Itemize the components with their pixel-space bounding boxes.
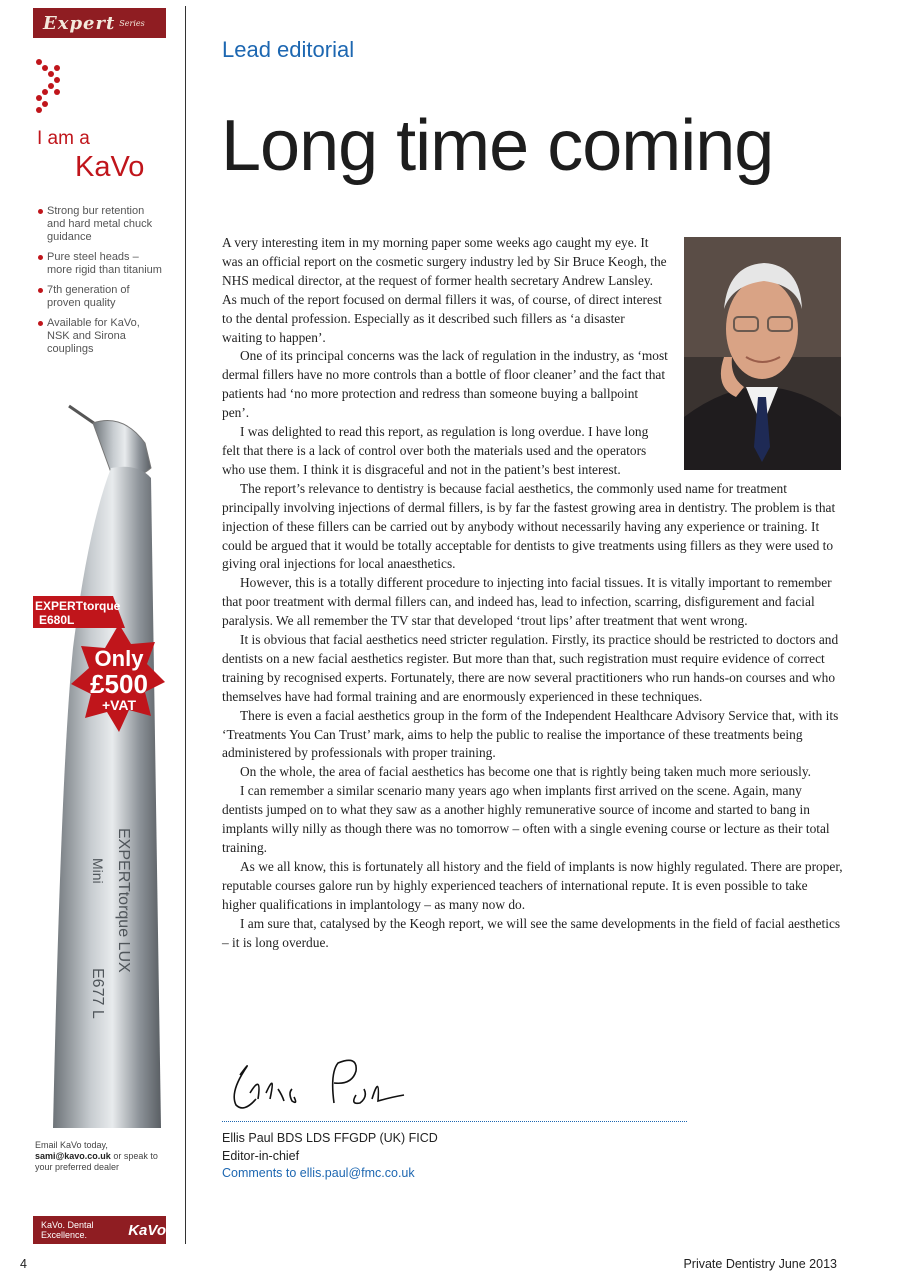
offer-product-line-2: E680L <box>39 613 75 627</box>
body-paragraph: I was delighted to read this report, as regulation is long overdue. I have long felt that there is a lack of control over both the materials used and the operators who use them. I think it is disgraceful and not in the patient’s best interest. <box>222 424 649 477</box>
page-number: 4 <box>20 1257 27 1271</box>
kavo-advertisement[interactable] <box>33 8 166 1244</box>
ad-series-title: Expert <box>43 12 116 34</box>
offer-price: £500 <box>90 669 148 699</box>
handpiece-text: EXPERTtorque LUX <box>115 828 132 973</box>
ad-series-banner <box>33 8 166 38</box>
ad-feature-list <box>37 205 165 363</box>
author-role: Editor-in-chief <box>222 1148 300 1163</box>
column-divider <box>185 6 186 1244</box>
ad-email-link[interactable]: sami@kavo.co.uk <box>35 1151 111 1161</box>
offer-product-line-1: EXPERTtorque <box>35 599 121 613</box>
ad-tagline-iam: I am a <box>37 128 90 149</box>
body-paragraph: However, this is a totally different procedure to injecting into facial tissues. It is vitally important to remember that poor treatment with dermal fillers can, and indeed has, lead to infection, scarring, disfigurement and facial paralysis. We all remember the TV star that developed ‘trout lips’ after treatment that went wrong. <box>222 575 832 629</box>
offer-only: Only <box>94 646 144 671</box>
body-paragraph: It is obvious that facial aesthetics need stricter regulation. Firstly, its practice should be restricted to doctors and dentists on a new facial aesthetics register. But more than that, such registration must require evidence of correct training by recognised experts. Fortunately, there are now several practitioners who run hands-on courses and who themselves have had formal training and are enormously experienced in these techniques. <box>222 632 839 704</box>
handpiece-model: E677 L <box>89 968 106 1019</box>
body-paragraph: I am sure that, catalysed by the Keogh report, we will see the same developments in the field of facial aesthetics – it is long overdue. <box>222 915 841 950</box>
ad-tagline-kavo: KaVo <box>75 151 145 183</box>
price-offer-badge <box>33 592 166 762</box>
body-paragraph: As we all know, this is fortunately all history and the field of implants is now highly regulated. There are proper, reputable courses galore run by highly experienced teachers of international repute. It is even possible to take higher qualifications in implantology – as many now do. <box>222 858 843 912</box>
body-paragraph: There is even a facial aesthetics group in the form of the Independent Healthcare Advisory Service that, with its ‘Treatments You Can Trust’ mark, aims to help the public to realise the importance of these treatments being administered by professionals with proper training. <box>222 707 839 761</box>
author-name: Ellis Paul BDS LDS FFGDP (UK) FICD <box>222 1131 438 1145</box>
offer-vat: +VAT <box>101 697 137 713</box>
author-block <box>222 1130 438 1183</box>
ad-cta-line-2: or speak to your preferred dealer <box>35 1151 158 1172</box>
body-paragraph: I can remember a similar scenario many years ago when implants first arrived on the scene. Again, many dentists jumped on to what they saw as a another highly remunerative source of income and started to bang in implants willy nilly as though there was no tomorrow – often with a single evening course or lecture as their total training. <box>222 783 830 855</box>
ad-cta-line: Email KaVo today, <box>35 1140 108 1150</box>
publication-footer: Private Dentistry June 2013 <box>683 1257 837 1271</box>
page-headline: Long time coming <box>221 106 774 186</box>
body-paragraph: A very interesting item in my morning paper some weeks ago caught my eye. It was an official report on the cosmetic surgery industry led by Sir Bruce Keogh, the NHS medical director, at the request of former health secretary Andrew Lansley. As much of the report focused on dermal fillers it was, of course, of direct interest to the dental profession. Especially as it described such fillers as ‘a disaster waiting to happen’. <box>222 235 667 345</box>
kavo-logo-icon: KaVo <box>128 1221 166 1239</box>
editorial-body <box>222 234 843 952</box>
author-signature <box>222 1053 422 1118</box>
signature-divider <box>222 1121 687 1122</box>
ad-footer-text: KaVo. Dental Excellence. <box>41 1220 94 1240</box>
kavo-dots-logo-icon <box>35 58 65 118</box>
ad-feature-item: Strong bur retention and hard metal chuck guidance <box>37 205 165 244</box>
ad-footer <box>33 1216 166 1244</box>
ad-series-sub: Series <box>119 18 145 28</box>
body-paragraph: The report’s relevance to dentistry is because facial aesthetics, the commonly used name for treatment principally involving injections of dermal fillers, is by far the fastest growing area in dentistry. The problem is that injection of these fillers can be carried out by anybody without necessarily having any experience or training. It could be argued that it would be totally acceptable for dentists to give treatments using fillers as they were used to giving oral injections for local anaesthetics. <box>222 480 836 572</box>
ad-contact-text <box>35 1140 163 1173</box>
ad-feature-item: Pure steel heads – more rigid than titanium <box>37 251 165 277</box>
body-paragraph: On the whole, the area of facial aesthetics has become one that is rightly being taken much more seriously. <box>240 764 812 780</box>
body-paragraph: One of its principal concerns was the lack of regulation in the industry, as ‘most dermal fillers have no more controls than a bottle of floor cleaner’ and the fact that patients had ‘no more protection and redress than someone buying a ballpoint pen’. <box>222 348 668 421</box>
author-comments-link[interactable]: Comments to ellis.paul@fmc.co.uk <box>222 1166 415 1180</box>
section-label: Lead editorial <box>222 37 355 62</box>
handpiece-mini: Mini <box>90 858 106 884</box>
ad-feature-item: Available for KaVo, NSK and Sirona couplings <box>37 317 165 356</box>
ad-feature-item: 7th generation of proven quality <box>37 284 165 310</box>
